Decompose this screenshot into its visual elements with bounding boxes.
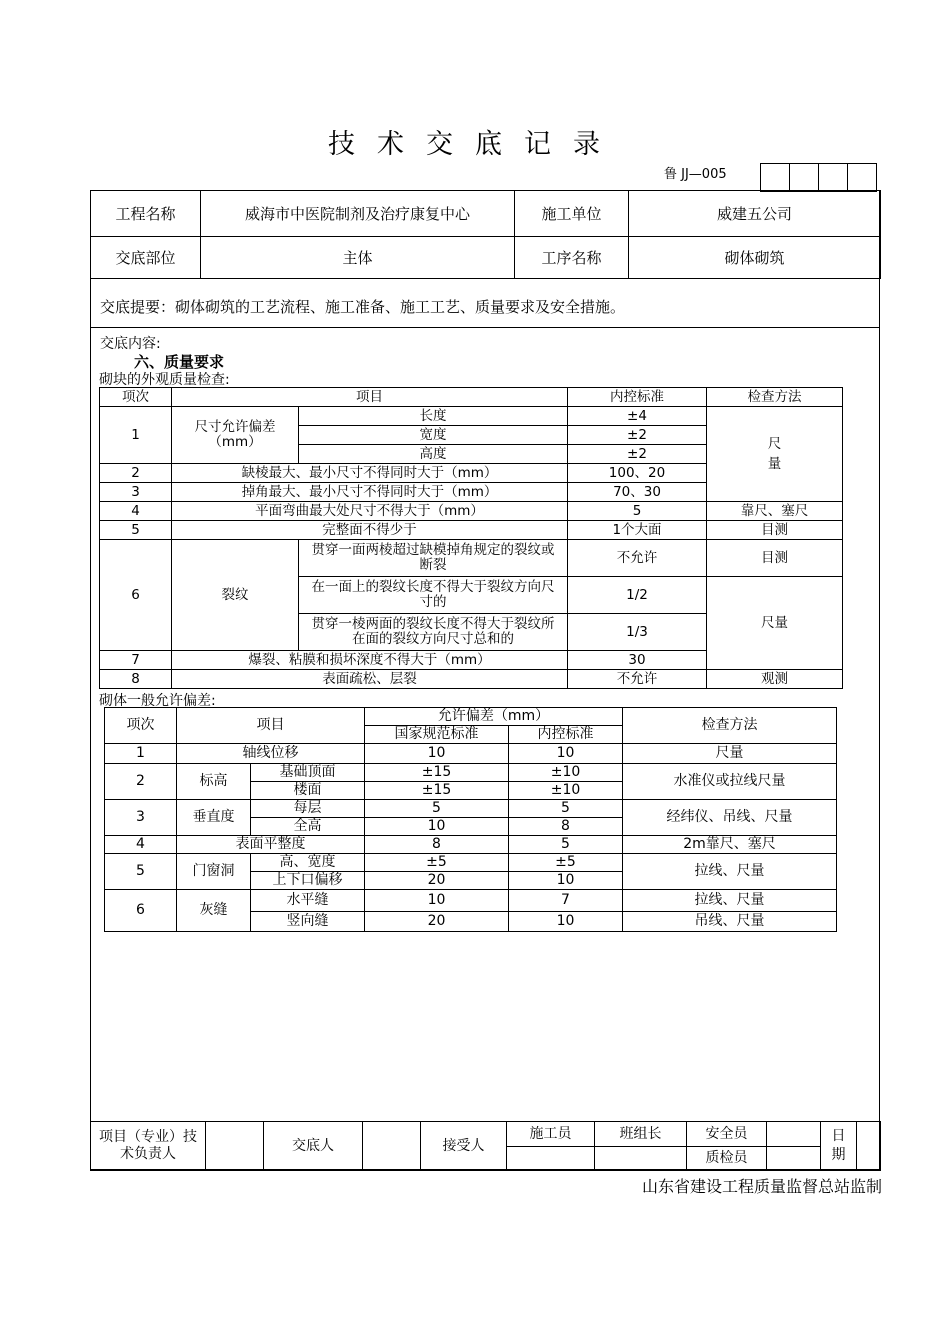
row-number: 5 — [105, 854, 177, 890]
item-cell: 表面平整度 — [177, 836, 365, 854]
row-number: 1 — [100, 407, 172, 464]
value-cell: ±5 — [509, 854, 623, 872]
content-label: 交底内容: — [100, 336, 161, 352]
sub-item: 贯穿一棱两面的裂纹长度不得大于裂纹所在面的裂纹方向尺寸总和的 — [299, 614, 568, 651]
sub-item: 宽度 — [299, 426, 568, 445]
item-cell: 门窗洞 — [177, 854, 251, 890]
value-cell: 10 — [365, 818, 509, 836]
method-cell: 2m靠尺、塞尺 — [623, 836, 837, 854]
header-cell: 检查方法 — [707, 388, 843, 407]
method-cell: 吊线、尺量 — [623, 912, 837, 932]
date-label-text: 日期 — [831, 1128, 846, 1163]
item-cell: 平面弯曲最大处尺寸不得大于（mm） — [172, 502, 568, 521]
safety-signature[interactable] — [767, 1122, 821, 1147]
receiver-label: 接受人 — [421, 1122, 507, 1171]
method-cell: 观测 — [707, 670, 843, 689]
method-cell: 拉线、尺量 — [623, 890, 837, 912]
header-cell: 内控标准 — [568, 388, 707, 407]
value-cell: ±4 — [568, 407, 707, 426]
code-box[interactable] — [790, 164, 819, 192]
row-number: 6 — [105, 890, 177, 932]
sub-item: 在一面上的裂纹长度不得大于裂纹方向尺寸的 — [299, 577, 568, 614]
row-number: 3 — [105, 800, 177, 836]
method-cell: 靠尺、塞尺 — [707, 502, 843, 521]
sub-item: 楼面 — [251, 782, 365, 800]
tech-lead-signature[interactable] — [206, 1122, 264, 1171]
item-cell: 完整面不得少于 — [172, 521, 568, 540]
value-cell: 5 — [365, 800, 509, 818]
header-cell: 项目 — [177, 708, 365, 744]
value-cell: 不允许 — [568, 540, 707, 577]
part-value[interactable]: 主体 — [201, 237, 515, 279]
safety-label: 安全员 — [687, 1122, 767, 1147]
value-cell: 20 — [365, 872, 509, 890]
method-ruler: 尺量 — [767, 436, 782, 472]
unit-value[interactable]: 威建五公司 — [629, 191, 881, 237]
method-cell — [707, 407, 843, 502]
item-cell: 掉角最大、最小尺寸不得同时大于（mm） — [172, 483, 568, 502]
table2-caption: 砌体一般允许偏差: — [99, 693, 216, 709]
team-lead-label: 班组长 — [595, 1122, 687, 1147]
method-cell: 尺量 — [623, 744, 837, 764]
tech-lead-label: 项目（专业）技术负责人 — [91, 1122, 206, 1171]
item-cell: 轴线位移 — [177, 744, 365, 764]
value-cell: 1个大面 — [568, 521, 707, 540]
date-label — [821, 1122, 857, 1171]
item-cell: 裂纹 — [172, 540, 299, 651]
code-box[interactable] — [819, 164, 848, 192]
value-cell: 20 — [365, 912, 509, 932]
section-title: 六、质量要求 — [134, 353, 225, 371]
signature-table — [90, 1121, 881, 1171]
method-cell: 尺量 — [707, 577, 843, 670]
date-signature[interactable] — [857, 1122, 881, 1171]
divider — [90, 327, 880, 328]
row-number: 2 — [100, 464, 172, 483]
value-cell: 1/2 — [568, 577, 707, 614]
process-value[interactable]: 砌体砌筑 — [629, 237, 881, 279]
code-box[interactable] — [761, 164, 790, 192]
document-title: 技术交底记录 — [328, 129, 622, 160]
project-name[interactable]: 威海市中医院制剂及治疗康复中心 — [201, 191, 515, 237]
item-cell: 标高 — [177, 764, 251, 800]
row-number: 2 — [105, 764, 177, 800]
value-cell: ±10 — [509, 764, 623, 782]
quality-label: 质检员 — [687, 1147, 767, 1171]
item-cell: 爆裂、粘膜和损坏深度不得大于（mm） — [172, 651, 568, 670]
worker-label: 施工员 — [507, 1122, 595, 1147]
value-cell: 10 — [509, 912, 623, 932]
form-code: 鲁 JJ—005 — [664, 167, 727, 182]
method-cell: 经纬仪、吊线、尺量 — [623, 800, 837, 836]
item-cell: 尺寸允许偏差（mm） — [172, 407, 299, 464]
value-cell: 100、20 — [568, 464, 707, 483]
discloser-signature[interactable] — [363, 1122, 421, 1171]
unit-label: 施工单位 — [515, 191, 629, 237]
value-cell: 1/3 — [568, 614, 707, 651]
row-number: 1 — [105, 744, 177, 764]
sub-item: 全高 — [251, 818, 365, 836]
discloser-label: 交底人 — [264, 1122, 363, 1171]
value-cell: 7 — [509, 890, 623, 912]
worker-signature[interactable] — [507, 1147, 595, 1171]
value-cell: 5 — [568, 502, 707, 521]
quality-signature[interactable] — [767, 1147, 821, 1171]
value-cell: 10 — [509, 872, 623, 890]
value-cell: 10 — [365, 744, 509, 764]
sub-item: 长度 — [299, 407, 568, 426]
header-cell: 项目 — [172, 388, 568, 407]
item-cell: 灰缝 — [177, 890, 251, 932]
sub-item: 贯穿一面两棱超过缺模掉角规定的裂纹或断裂 — [299, 540, 568, 577]
value-cell: ±5 — [365, 854, 509, 872]
sub-item: 高度 — [299, 445, 568, 464]
sub-item: 基础顶面 — [251, 764, 365, 782]
value-cell: ±2 — [568, 445, 707, 464]
row-number: 3 — [100, 483, 172, 502]
value-cell: ±15 — [365, 764, 509, 782]
header-table — [90, 190, 881, 279]
header-cell: 项次 — [100, 388, 172, 407]
appearance-quality-table — [99, 387, 843, 689]
sub-item: 上下口偏移 — [251, 872, 365, 890]
method-cell: 目测 — [707, 521, 843, 540]
value-cell: ±10 — [509, 782, 623, 800]
part-label: 交底部位 — [91, 237, 201, 279]
sub-item: 高、宽度 — [251, 854, 365, 872]
row-number: 5 — [100, 521, 172, 540]
row-number: 4 — [105, 836, 177, 854]
value-cell: ±2 — [568, 426, 707, 445]
masonry-deviation-table — [104, 707, 837, 932]
value-cell: 5 — [509, 800, 623, 818]
item-cell: 垂直度 — [177, 800, 251, 836]
sub-item: 每层 — [251, 800, 365, 818]
value-cell: 70、30 — [568, 483, 707, 502]
header-cell: 允许偏差（mm） — [365, 708, 623, 726]
value-cell: 10 — [509, 744, 623, 764]
process-label: 工序名称 — [515, 237, 629, 279]
code-boxes — [760, 163, 877, 192]
disclosure-summary[interactable]: 交底提要：砌体砌筑的工艺流程、施工准备、施工工艺、质量要求及安全措施。 — [100, 298, 626, 316]
header-cell: 检查方法 — [623, 708, 837, 744]
method-cell: 目测 — [707, 540, 843, 577]
method-cell: 水准仪或拉线尺量 — [623, 764, 837, 800]
code-box[interactable] — [848, 164, 877, 192]
method-cell: 拉线、尺量 — [623, 854, 837, 890]
table1-caption: 砌块的外观质量检查: — [99, 372, 230, 388]
row-number: 6 — [100, 540, 172, 651]
value-cell: ±15 — [365, 782, 509, 800]
value-cell: 30 — [568, 651, 707, 670]
team-lead-signature[interactable] — [595, 1147, 687, 1171]
header-cell: 国家规范标准 — [365, 726, 509, 744]
row-number: 7 — [100, 651, 172, 670]
value-cell: 5 — [509, 836, 623, 854]
row-number: 4 — [100, 502, 172, 521]
header-cell: 项次 — [105, 708, 177, 744]
value-cell: 不允许 — [568, 670, 707, 689]
sub-item: 水平缝 — [251, 890, 365, 912]
issuing-organization: 山东省建设工程质量监督总站监制 — [641, 1177, 882, 1196]
value-cell: 10 — [365, 890, 509, 912]
item-cell: 表面疏松、层裂 — [172, 670, 568, 689]
item-cell: 缺棱最大、最小尺寸不得同时大于（mm） — [172, 464, 568, 483]
value-cell: 8 — [509, 818, 623, 836]
value-cell: 8 — [365, 836, 509, 854]
sub-item: 竖向缝 — [251, 912, 365, 932]
row-number: 8 — [100, 670, 172, 689]
header-cell: 内控标准 — [509, 726, 623, 744]
project-name-label: 工程名称 — [91, 191, 201, 237]
